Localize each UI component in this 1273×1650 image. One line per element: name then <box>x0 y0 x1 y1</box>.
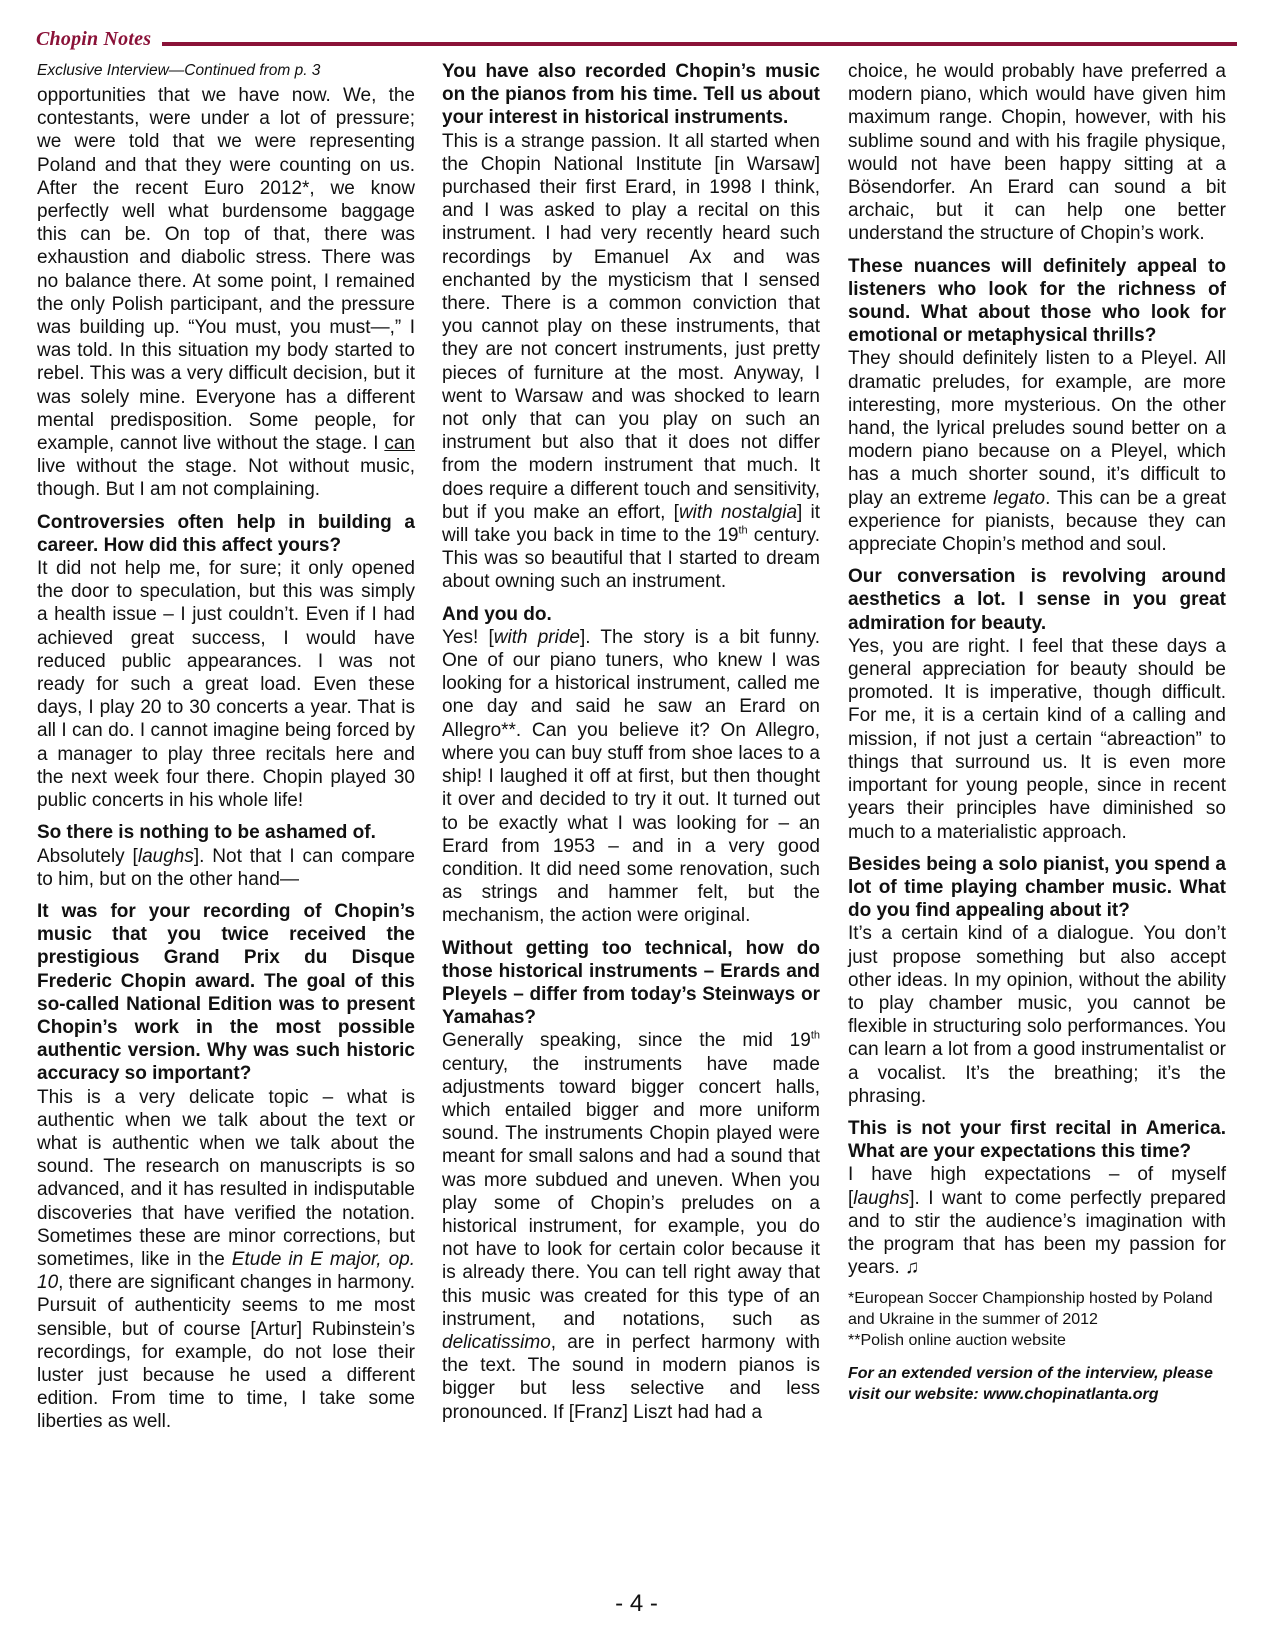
question: Without getting too technical, how do those historical instruments – Erards and Pleyels – differ from today’s Steinways or Yamahas? <box>442 937 820 1029</box>
question: This is not your first recital in America. What are your expectations this time? <box>848 1117 1226 1163</box>
page-number: - 4 - <box>615 1590 658 1617</box>
question: Besides being a solo pianist, you spend a lot of time playing chamber music. What do you find appealing about it? <box>848 853 1226 922</box>
answer-paragraph: It did not help me, for sure; it only opened the door to speculation, but this was simply a health issue – I just couldn’t. Even if I had achieved great success, I would have reduced public appearances. I was not ready for such a great load. Even these days, I play 20 to 30 concerts a year. That is all I can do. I cannot imagine being forced by a manager to play three recitals here and the next week four there. Chopin played 30 public concerts in his whole life! <box>37 558 415 812</box>
answer-paragraph: Yes, you are right. I feel that these days a general appreciation for beauty should be promoted. It is imperative, though difficult. For me, it is a certain kind of a calling and mission, if not just a certain “abreaction” to things that surround us. It is even more important for young people, since in recent years their principles have diminished so much to a materialistic approach. <box>848 635 1226 843</box>
answer-paragraph: I have high expectations – of myself [laughs]. I want to come perfectly prepared and to stir the audience’s imagination with the program that has been my passion for years. ♫ <box>848 1164 1226 1279</box>
page-header <box>36 24 1236 54</box>
website-note: For an extended version of the interview, please visit our website: www.chopinatlanta.org <box>848 1365 1213 1404</box>
answer-paragraph: Absolutely [laughs]. Not that I can compare to him, but on the other hand— <box>37 845 415 890</box>
answer-paragraph: It’s a certain kind of a dialogue. You don’t just propose something but also accept other ideas. In my opinion, without the ability to play chamber music, you cannot be flexible in structuring solo performances. You can learn a lot from a good instrumentalist or a vocalist. It’s the breathing; it’s the phrasing. <box>848 923 1226 1107</box>
question: Our conversation is revolving around aesthetics a lot. I sense in you great admiration for beauty. <box>848 566 1226 634</box>
answer-paragraph: opportunities that we have now. We, the contestants, were under a lot of pressure; we were told that we were representing Poland and that they were counting on us. After the recent Euro 2012*, we know perfectly well what burdensome baggage this can be. On top of that, there was exhaustion and diabolic stress. There was no balance there. At some point, I remained the only Polish participant, and the pressure was building up. “You must, you must—,” I was told. In this situation my body started to rebel. This was a very difficult decision, but it was solely mine. Everyone has a different mental predisposition. Some people, for example, cannot live without the stage. I can live without the stage. Not without music, though. But I am not complaining. <box>37 85 415 501</box>
answer-paragraph: This is a very delicate topic – what is authentic when we talk about the text or what is authentic when we talk about the sound. The research on manuscripts is so advanced, and it has resulted in indisputable discoveries that have verified the notation. Sometimes these are minor corrections, but sometimes, like in the Etude in E major, op. 10, there are significant changes in harmony. Pursuit of authenticity seems to me most sensible, but of course [Artur] Rubinstein’s recordings, for example, do not lose their luster just because he used a different edition. From time to time, I take some liberties as well. <box>37 1086 415 1433</box>
question: And you do. <box>442 603 552 625</box>
answer-paragraph: They should definitely listen to a Pleyel. All dramatic preludes, for example, are more interesting, more mysterious. On the other hand, the lyrical preludes sound better on a modern piano because on a Pleyel, which has a much shorter sound, it’s difficult to play an extreme legato. This can be a great experience for pianists, because they can appreciate Chopin’s method and soul. <box>848 348 1226 556</box>
footnote: **Polish online auction website <box>848 1332 1066 1350</box>
question: These nuances will definitely appeal to listeners who look for the richness of sound. What about those who look for emotional or metaphysical thrills? <box>848 255 1226 347</box>
answer-paragraph: Generally speaking, since the mid 19th century, the instruments have made adjustments toward bigger concert halls, which entailed bigger and more uniform sound. The instruments Chopin played were meant for small salons and had a sound that was more subdued and uneven. When you play some of Chopin’s preludes on a historical instrument, for example, you do not have to look for certain color because it is already there. You can tell right away that this music was created for this type of an instrument, and notations, such as delicatissimo, are in perfect harmony with the text. The sound in modern pianos is bigger but less selective and less pronounced. If [Franz] Liszt had had a <box>442 1030 820 1423</box>
newsletter-title: Chopin Notes <box>36 28 152 50</box>
column-3 <box>848 60 1226 1405</box>
question: So there is nothing to be ashamed of. <box>37 822 376 844</box>
question: It was for your recording of Chopin’s music that you twice received the prestigious Grand Prix du Disque Frederic Chopin award. The goal of this so-called National Edition was to present Chopin’s work in the most possible authentic version. Why was such historic accuracy so important? <box>37 900 415 1085</box>
column-2 <box>442 60 820 1433</box>
continued-note: Exclusive Interview—Continued from p. 3 <box>37 62 321 79</box>
header-rule <box>162 42 1237 46</box>
answer-paragraph: This is a strange passion. It all started when the Chopin National Institute [in Warsaw] purchased their first Erard, in 1998 I think, and I was asked to play a recital on this instrument. I had very recently heard such recordings by Emanuel Ax and was enchanted by the mysticism that I sensed there. There is a common conviction that you cannot play on these instruments, that they are not concert instruments, just pretty pieces of furniture at the most. Anyway, I went to Warsaw and was shocked to learn not only that can you play on such an instrument but also that it does not differ from the modern instrument that much. It does require a different touch and sensitivity, but if you make an effort, [with nostalgia] it will take you back in time to the 19th century. This was so beautiful that I started to dream about owning such an instrument. <box>442 130 821 593</box>
footnote: *European Soccer Championship hosted by Poland and Ukraine in the summer of 2012 <box>848 1290 1213 1329</box>
question: You have also recorded Chopin’s music on the pianos from his time. Tell us about your interest in historical instruments. <box>442 61 820 129</box>
question: Controversies often help in building a career. How did this affect yours? <box>37 511 415 556</box>
answer-paragraph: Yes! [with pride]. The story is a bit funny. One of our piano tuners, who knew I was looking for a historical instrument, called me one day and said he saw an Erard on Allegro**. Can you believe it? On Allegro, where you can buy stuff from shoe laces to a ship! I laughed it off at first, but then thought it over and decided to try it out. It turned out to be exactly what I was looking for – an Erard from 1953 – and in a very good condition. It did need some renovation, such as strings and hammer felt, but the mechanism, the action were original. <box>442 626 820 927</box>
column-1 <box>37 60 415 1443</box>
answer-paragraph: choice, he would probably have preferred a modern piano, which would have given him maximum range. Chopin, however, with his sublime sound and with his fragile physique, would not have been happy sitting at a Bösendorfer. An Erard can sound a bit archaic, but it can help one better understand the structure of Chopin’s work. <box>848 61 1226 245</box>
